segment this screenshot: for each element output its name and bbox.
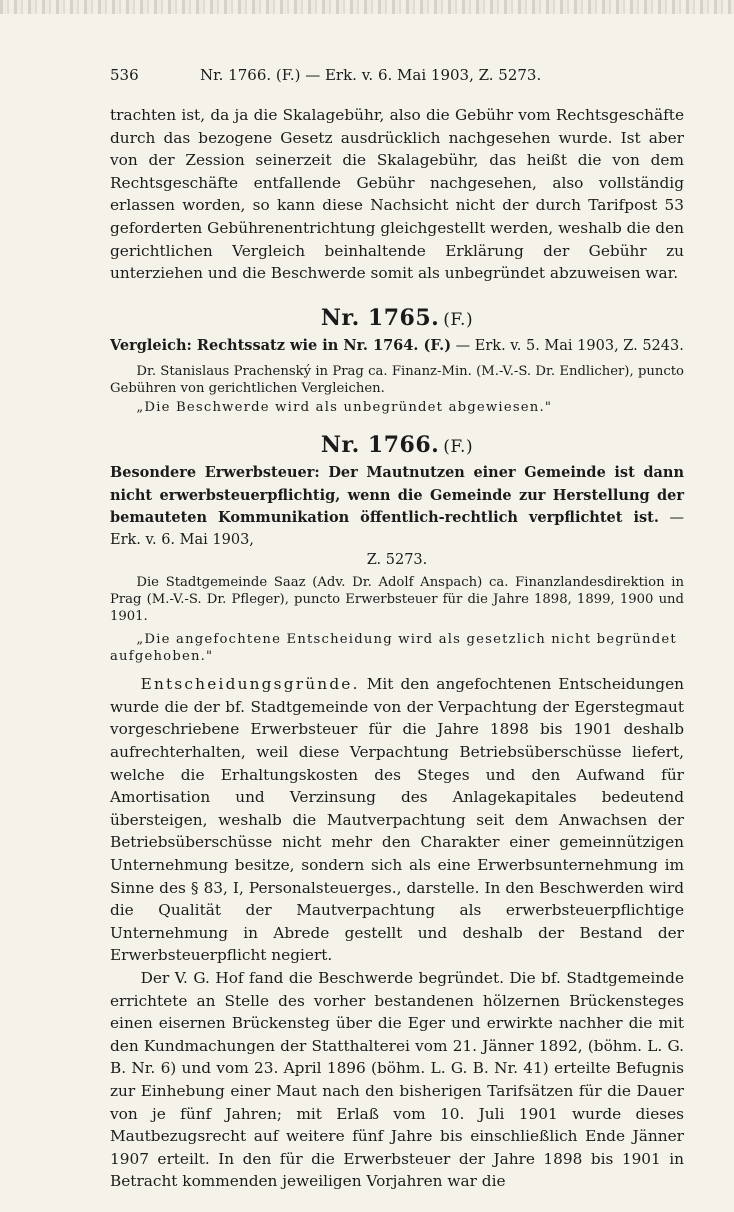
reasons-paragraph-1 bbox=[110, 673, 684, 967]
reasons-label: Entscheidungsgründe. bbox=[140, 675, 360, 694]
decision-1765-ruling: „Die Beschwerde wird als unbegründet abgewiesen." bbox=[136, 400, 553, 416]
decision-1765-number: Nr. 1765. bbox=[320, 304, 440, 331]
decision-1766-title bbox=[110, 432, 684, 458]
decision-1766-summary-ref: — Erk. v. 6. Mai 1903, bbox=[110, 510, 684, 548]
page-number: 536 bbox=[110, 66, 139, 84]
reasons-paragraph-2: Der V. G. Hof fand die Beschwerde begründet. Die bf. Stadtgemeinde errichtete an Stelle des vorher bestandenen hölzernen Brückensteges einen eisernen Brückensteg über die Eger und erwirkte nachher die mit den Kundmachungen der Statthalterei vom 21. Jänner 1892, (böhm. L. G. B. Nr. 6) und vom 23. April 1896 (böhm. L. G. B. Nr. 41) erteilte Befugnis zur Einhebung einer Maut nach den bisherigen Tarifsätzen für die Dauer von je fünf Jahren; mit Erlaß vom 10. Juli 1901 wurde dieses Mautbezugsrecht auf weitere fünf Jahre bis einschließlich Ende Jänner 1907 erteilt. In den für die Erwerbsteuer der Jahre 1898 bis 1901 in Betracht kommenden jeweiligen Vorjahren war die bbox=[110, 968, 684, 1191]
decision-1766-zahl: Z. 5273. bbox=[366, 552, 428, 569]
decision-1765-title bbox=[110, 305, 684, 331]
decision-1766-number: Nr. 1766. bbox=[320, 432, 440, 459]
scan-edge bbox=[0, 0, 734, 14]
decision-1765-summary-head: Vergleich: Rechtssatz wie in Nr. 1764. (F.) bbox=[110, 336, 452, 354]
decision-1766-ruling: „Die angefochtene Entscheidung wird als gesetzlich nicht begründet aufgehoben." bbox=[110, 632, 677, 665]
decision-1765-summary-ref: — Erk. v. 5. Mai 1903, Z. 5243. bbox=[451, 337, 684, 354]
decision-1766-parties: Die Stadtgemeinde Saaz (Adv. Dr. Adolf Anspach) ca. Finanzlandesdirektion in Prag (M.-V.-S. Dr. Pfleger), puncto Erwerbsteuer für die Jahre 1898, 1899, 1900 und 1901. bbox=[110, 575, 684, 625]
page-content bbox=[110, 66, 684, 1193]
running-title: Nr. 1766. (F.) — Erk. v. 6. Mai 1903, Z. 5273. bbox=[200, 66, 542, 84]
decision-1766-summary bbox=[110, 462, 684, 551]
continuation-paragraph: trachten ist, da ja die Skalagebühr, also die Gebühr vom Rechtsgeschäfte durch das bezogene Gesetz ausdrücklich nachgesehen wurde. Ist aber von der Zession seinerzeit die Skalagebühr, das heißt die von dem Rechtsgeschäfte entfallende Gebühr nachgesehen, also vollständig erlassen worden, so kann diese Nachsicht nicht der durch Tarifpost 53 geforderten Gebührenentrichtung gleichgestellt werden, weshalb die den gerichtlichen Vergleich beinhaltende Erklärung der Gebühr zu unterziehen und die Beschwerde somit als unbegründet abzuweisen war. bbox=[110, 106, 684, 283]
decision-1766-summary-head: Besondere Erwerbsteuer: Der Mautnutzen einer Gemeinde ist dann nicht erwerbsteuerpflichtig, wenn die Gemeinde zur Herstellung der bemauteten Kommunikation öffentlich-rechtlich verpflichtet ist. bbox=[110, 464, 684, 527]
reasons-paragraph-1-text: Mit den angefochtenen Entscheidungen wurde die der bf. Stadtgemeinde von der Verpachtung der Egerstegmaut vorgeschriebene Erwerbsteuer für die Jahre 1898 bis 1901 deshalb aufrechterhalten, weil diese Verpachtung Betriebsüberschüsse liefert, welche die Erhaltungskosten des Steges und den Aufwand für Amortisation und Verzinsung des Anlagekapitales bedeutend übersteigen, weshalb die Mautverpachtung seit dem Anwachsen der Betriebsüberschüsse nicht mehr den Charakter einer gemeinnützigen Unternehmung besitze, sondern sich als eine Erwerbsunternehmung im Sinne des § 83, I, Personalsteuerges., darstelle. In den Beschwerden wird die Qualität der Mautverpachtung als erwerbsteuerpflichtige Unternehmung in Abrede gestellt und deshalb der Bestand der Erwerbsteuerpflicht negiert. bbox=[110, 675, 684, 965]
decision-1765-summary bbox=[110, 335, 684, 358]
page-header bbox=[110, 66, 684, 84]
decision-1765-parties: Dr. Stanislaus Prachenský in Prag ca. Finanz-Min. (M.-V.-S. Dr. Endlicher), puncto Gebühren von gerichtlichen Vergleichen. bbox=[110, 364, 684, 397]
decision-1766-suffix: (F.) bbox=[443, 437, 474, 458]
decision-1765-suffix: (F.) bbox=[443, 309, 474, 330]
